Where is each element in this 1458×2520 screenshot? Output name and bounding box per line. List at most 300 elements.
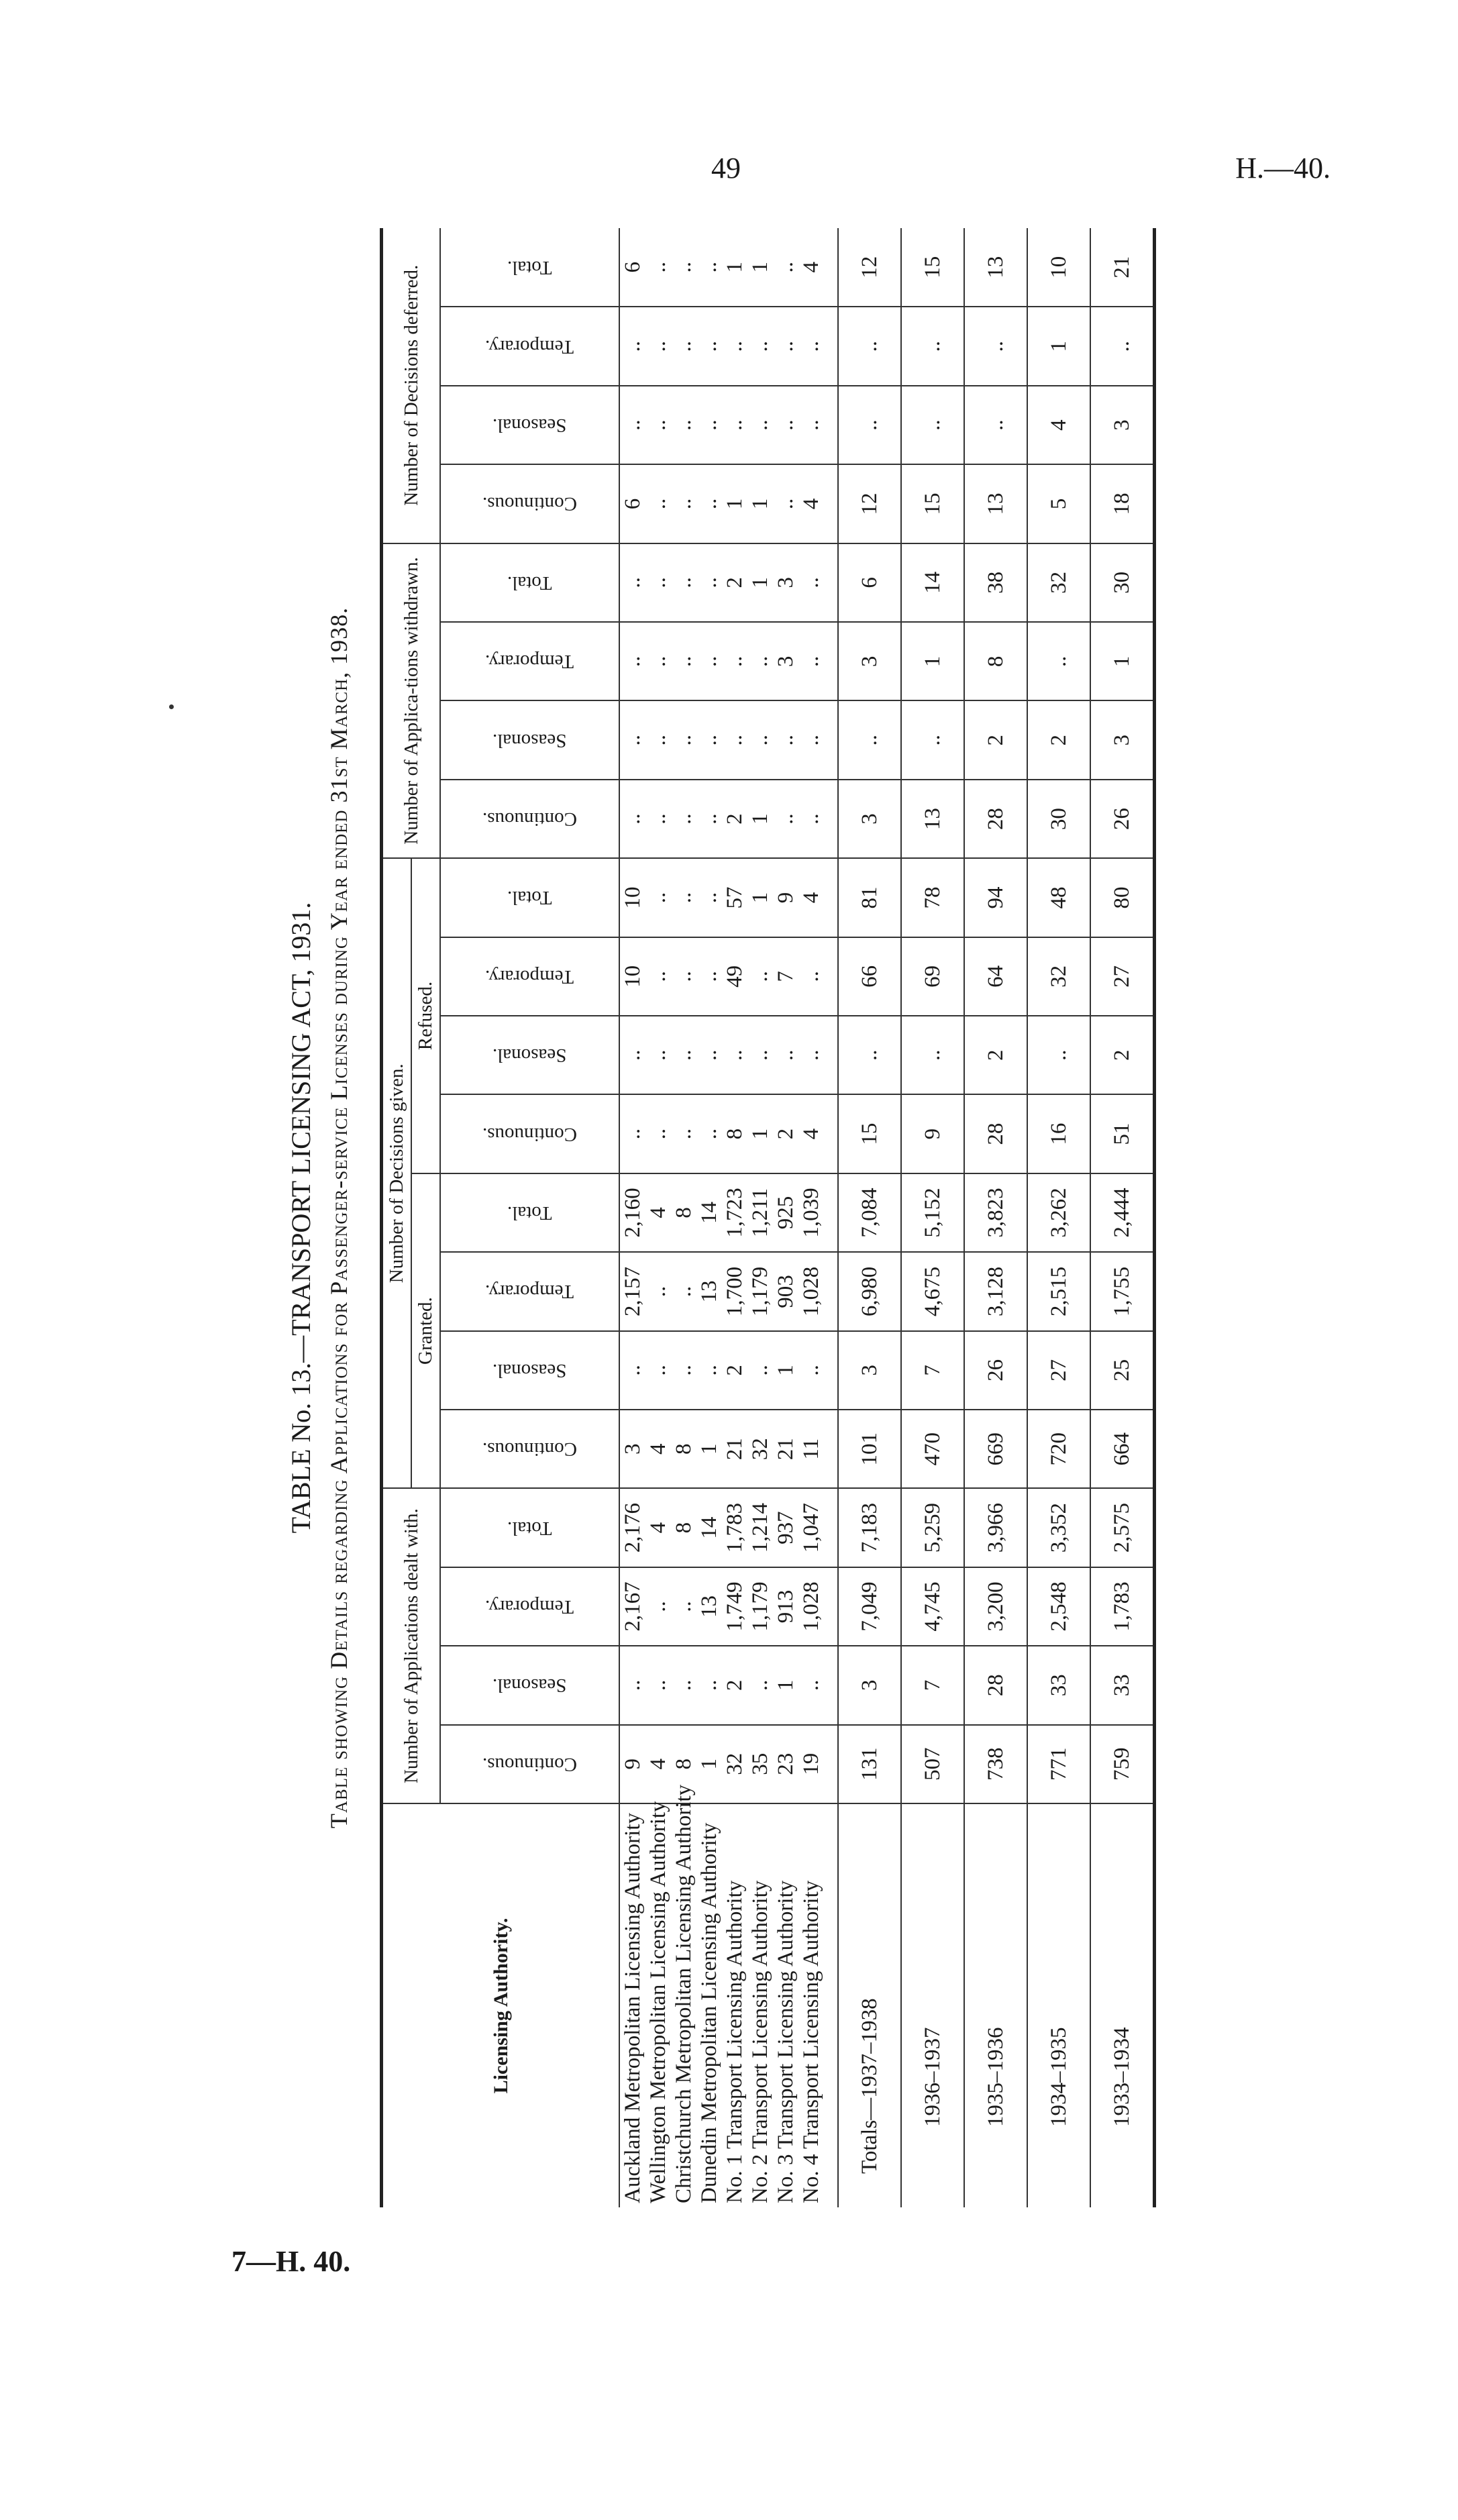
table-cell: 3,128 bbox=[964, 1252, 1027, 1330]
table-cell: .. bbox=[619, 780, 645, 858]
table-cell: .. bbox=[645, 1646, 671, 1724]
table-cell: 8 bbox=[671, 1410, 696, 1488]
subheader-label: Seasonal. bbox=[492, 1045, 567, 1067]
table-cell: 3 bbox=[838, 1646, 901, 1724]
table-cell: 1,047 bbox=[798, 1488, 838, 1567]
table-cell: 3 bbox=[838, 622, 901, 700]
table-cell: 4 bbox=[1027, 386, 1090, 464]
table-cell: .. bbox=[798, 622, 838, 700]
table-cell: .. bbox=[798, 937, 838, 1016]
table-cell: 21 bbox=[773, 1410, 798, 1488]
subheader-label: Total. bbox=[507, 887, 552, 909]
table-cell: 3 bbox=[773, 543, 798, 622]
table-cell: 2,548 bbox=[1027, 1567, 1090, 1646]
table-cell: .. bbox=[696, 1016, 722, 1094]
table-cell: 759 bbox=[1090, 1725, 1155, 1803]
table-cell: 51 bbox=[1090, 1094, 1155, 1173]
table-cell: .. bbox=[696, 228, 722, 307]
table-cell: 4 bbox=[645, 1173, 671, 1252]
subheader-label: Total. bbox=[507, 1517, 552, 1539]
table-cell: 26 bbox=[964, 1331, 1027, 1410]
table-cell: 12 bbox=[838, 464, 901, 543]
table-cell: .. bbox=[645, 937, 671, 1016]
table-cell: 2 bbox=[773, 1094, 798, 1173]
subheader-label: Seasonal. bbox=[492, 1675, 567, 1697]
table-cell: 1 bbox=[747, 780, 773, 858]
table-cell: 78 bbox=[901, 858, 964, 937]
table-cell: .. bbox=[671, 937, 696, 1016]
subheader-continuous bbox=[440, 1410, 619, 1488]
table-cell: 25 bbox=[1090, 1331, 1155, 1410]
table-cell: 1,028 bbox=[798, 1567, 838, 1646]
table-cell: 4 bbox=[645, 1725, 671, 1803]
totals-row bbox=[901, 228, 964, 2207]
table-row bbox=[773, 228, 798, 2207]
table-cell: 1 bbox=[722, 464, 747, 543]
table-cell: 1,755 bbox=[1090, 1252, 1155, 1330]
subheader-continuous bbox=[440, 780, 619, 858]
table-cell: 4 bbox=[798, 228, 838, 307]
row-label: No. 4 Transport Licensing Authority bbox=[798, 1880, 823, 2203]
table-cell: 35 bbox=[747, 1725, 773, 1803]
table-cell: .. bbox=[619, 701, 645, 780]
table-cell: .. bbox=[747, 701, 773, 780]
totals-row bbox=[964, 228, 1027, 2207]
row-label: 1935–1936 bbox=[964, 1803, 1027, 2207]
table-cell: .. bbox=[645, 543, 671, 622]
table-cell: 80 bbox=[1090, 858, 1155, 937]
table-cell: 66 bbox=[838, 937, 901, 1016]
table-cell: .. bbox=[671, 1094, 696, 1173]
table-cell: 32 bbox=[747, 1410, 773, 1488]
table-row bbox=[722, 228, 747, 2207]
table-cell: .. bbox=[838, 386, 901, 464]
table-cell: 2,176 bbox=[619, 1488, 645, 1567]
table-cell: 21 bbox=[1090, 228, 1155, 307]
row-label: No. 3 Transport Licensing Authority bbox=[773, 1880, 798, 2203]
table-cell: .. bbox=[671, 228, 696, 307]
table-cell: 2,444 bbox=[1090, 1173, 1155, 1252]
table-cell: 937 bbox=[773, 1488, 798, 1567]
subheader-continuous bbox=[440, 1094, 619, 1173]
table-cell: 1 bbox=[722, 228, 747, 307]
table-cell: 57 bbox=[722, 858, 747, 937]
table-cell: .. bbox=[696, 858, 722, 937]
table-cell: .. bbox=[722, 386, 747, 464]
applications-header: Number of Applications dealt with. bbox=[382, 1488, 441, 1803]
table-cell: 4,675 bbox=[901, 1252, 964, 1330]
table-cell: 8 bbox=[964, 622, 1027, 700]
table-cell: 13 bbox=[696, 1567, 722, 1646]
table-cell: 32 bbox=[1027, 543, 1090, 622]
subheader-label: Seasonal. bbox=[492, 415, 567, 437]
table-cell: .. bbox=[964, 307, 1027, 386]
table-cell: .. bbox=[722, 307, 747, 386]
licensing-table bbox=[380, 228, 1156, 2207]
deferred-header: Number of Decisions deferred. bbox=[382, 228, 441, 543]
table-cell: .. bbox=[671, 464, 696, 543]
table-cell: .. bbox=[645, 228, 671, 307]
table-cell: .. bbox=[1027, 1016, 1090, 1094]
table-cell: 470 bbox=[901, 1410, 964, 1488]
table-cell: 28 bbox=[964, 1646, 1027, 1724]
table-cell: 5 bbox=[1027, 464, 1090, 543]
table-cell: .. bbox=[696, 780, 722, 858]
table-cell: .. bbox=[645, 858, 671, 937]
table-cell: 101 bbox=[838, 1410, 901, 1488]
table-cell: 1,179 bbox=[747, 1567, 773, 1646]
subheader-temporary bbox=[440, 1567, 619, 1646]
table-cell: .. bbox=[696, 701, 722, 780]
table-cell: 1,783 bbox=[722, 1488, 747, 1567]
subheader-label: Seasonal. bbox=[492, 1359, 567, 1381]
table-cell: 771 bbox=[1027, 1725, 1090, 1803]
table-cell: .. bbox=[645, 464, 671, 543]
withdrawn-header: Number of Applica-tions withdrawn. bbox=[382, 543, 441, 859]
table-cell: 27 bbox=[1090, 937, 1155, 1016]
table-cell: .. bbox=[747, 622, 773, 700]
table-cell: .. bbox=[747, 1646, 773, 1724]
table-cell: 33 bbox=[1027, 1646, 1090, 1724]
table-row bbox=[696, 228, 722, 2207]
table-cell: .. bbox=[773, 464, 798, 543]
table-cell: .. bbox=[722, 701, 747, 780]
document-reference: H.—40. bbox=[1235, 152, 1331, 185]
table-cell: .. bbox=[671, 307, 696, 386]
table-cell: 1,783 bbox=[1090, 1567, 1155, 1646]
subheader-label: Continuous. bbox=[482, 1753, 577, 1775]
table-cell: .. bbox=[1090, 307, 1155, 386]
refused-header: Refused. bbox=[411, 858, 440, 1173]
table-cell: 1 bbox=[696, 1725, 722, 1803]
table-cell: .. bbox=[645, 386, 671, 464]
table-cell: 14 bbox=[696, 1173, 722, 1252]
subheader-label: Total. bbox=[507, 1202, 552, 1224]
table-cell: 1,211 bbox=[747, 1173, 773, 1252]
table-cell: .. bbox=[645, 307, 671, 386]
table-cell: .. bbox=[619, 307, 645, 386]
table-cell: 1 bbox=[747, 858, 773, 937]
subheader-total bbox=[440, 1173, 619, 1252]
table-cell: .. bbox=[671, 386, 696, 464]
subheader-label: Temporary. bbox=[485, 1596, 574, 1618]
table-cell: 1,749 bbox=[722, 1567, 747, 1646]
row-label: Totals—1937–1938 bbox=[838, 1803, 901, 2207]
table-cell: 669 bbox=[964, 1410, 1027, 1488]
table-cell: 2,575 bbox=[1090, 1488, 1155, 1567]
table-cell: 507 bbox=[901, 1725, 964, 1803]
table-cell: 720 bbox=[1027, 1410, 1090, 1488]
table-cell: 3,352 bbox=[1027, 1488, 1090, 1567]
table-cell: 12 bbox=[838, 228, 901, 307]
table-cell: 64 bbox=[964, 937, 1027, 1016]
row-label: 1936–1937 bbox=[901, 1803, 964, 2207]
table-cell: .. bbox=[773, 1016, 798, 1094]
table-cell: 4 bbox=[798, 858, 838, 937]
table-cell: 903 bbox=[773, 1252, 798, 1330]
table-cell: .. bbox=[671, 1016, 696, 1094]
table-cell: 30 bbox=[1027, 780, 1090, 858]
table-cell: .. bbox=[773, 386, 798, 464]
table-cell: 3 bbox=[773, 622, 798, 700]
subheader-seasonal bbox=[440, 386, 619, 464]
table-cell: 4 bbox=[645, 1488, 671, 1567]
table-cell: 49 bbox=[722, 937, 747, 1016]
table-cell: 32 bbox=[1027, 937, 1090, 1016]
table-cell: 10 bbox=[619, 858, 645, 937]
subheader-seasonal bbox=[440, 1016, 619, 1094]
table-cell: 48 bbox=[1027, 858, 1090, 937]
table-subtitle: Table showing Details regarding Applications for Passenger-service Licenses during Year ended 31st March, 1938. bbox=[325, 607, 352, 1829]
table-cell: 7,084 bbox=[838, 1173, 901, 1252]
table-row bbox=[671, 228, 696, 2207]
table-cell: 2 bbox=[1090, 1016, 1155, 1094]
table-cell: .. bbox=[798, 386, 838, 464]
table-cell: .. bbox=[671, 1646, 696, 1724]
table-cell: .. bbox=[671, 1331, 696, 1410]
table-cell: .. bbox=[798, 1331, 838, 1410]
table-cell: .. bbox=[773, 307, 798, 386]
table-cell: .. bbox=[619, 386, 645, 464]
table-cell: 21 bbox=[722, 1410, 747, 1488]
table-cell: .. bbox=[671, 780, 696, 858]
table-cell: 9 bbox=[619, 1725, 645, 1803]
table-cell: 10 bbox=[1027, 228, 1090, 307]
table-cell: 2 bbox=[722, 1331, 747, 1410]
table-cell: 6 bbox=[838, 543, 901, 622]
table-cell: 8 bbox=[671, 1488, 696, 1567]
table-cell: 13 bbox=[964, 464, 1027, 543]
table-cell: 1,700 bbox=[722, 1252, 747, 1330]
table-cell: 3,262 bbox=[1027, 1173, 1090, 1252]
table-cell: .. bbox=[645, 780, 671, 858]
table-cell: 10 bbox=[619, 937, 645, 1016]
subheader-label: Continuous. bbox=[482, 1438, 577, 1461]
row-label: 1934–1935 bbox=[1027, 1803, 1090, 2207]
table-cell: .. bbox=[645, 1567, 671, 1646]
table-cell: 15 bbox=[838, 1094, 901, 1173]
table-cell: 3 bbox=[619, 1410, 645, 1488]
table-cell: .. bbox=[645, 622, 671, 700]
table-cell: .. bbox=[773, 780, 798, 858]
table-cell: .. bbox=[645, 701, 671, 780]
table-cell: .. bbox=[671, 622, 696, 700]
table-cell: 3,823 bbox=[964, 1173, 1027, 1252]
table-cell: .. bbox=[838, 1016, 901, 1094]
table-cell: .. bbox=[645, 1331, 671, 1410]
table-cell: 2 bbox=[1027, 701, 1090, 780]
decisions-header: Number of Decisions given. bbox=[382, 858, 412, 1488]
table-cell: 4 bbox=[798, 1094, 838, 1173]
table-cell: .. bbox=[645, 1252, 671, 1330]
table-cell: 4,745 bbox=[901, 1567, 964, 1646]
table-cell: 3 bbox=[1090, 701, 1155, 780]
table-cell: 33 bbox=[1090, 1646, 1155, 1724]
table-cell: .. bbox=[696, 543, 722, 622]
table-cell: .. bbox=[798, 1016, 838, 1094]
totals-row bbox=[838, 228, 901, 2207]
subheader-total bbox=[440, 858, 619, 937]
table-cell: .. bbox=[901, 701, 964, 780]
table-cell: .. bbox=[747, 1331, 773, 1410]
table-cell: 1 bbox=[773, 1331, 798, 1410]
subheader-seasonal bbox=[440, 1331, 619, 1410]
subheader-total bbox=[440, 1488, 619, 1567]
table-cell: .. bbox=[901, 1016, 964, 1094]
subheader-label: Temporary. bbox=[485, 1281, 574, 1303]
table-cell: 15 bbox=[901, 464, 964, 543]
row-label: Dunedin Metropolitan Licensing Authority bbox=[696, 1822, 721, 2203]
table-cell: 1,214 bbox=[747, 1488, 773, 1567]
table-cell: 6 bbox=[619, 228, 645, 307]
table-cell: 6,980 bbox=[838, 1252, 901, 1330]
totals-row bbox=[1090, 228, 1155, 2207]
page-number: 49 bbox=[711, 152, 741, 185]
table-cell: .. bbox=[838, 307, 901, 386]
table-cell: .. bbox=[645, 1094, 671, 1173]
table-cell: 5,259 bbox=[901, 1488, 964, 1567]
table-cell: 8 bbox=[671, 1173, 696, 1252]
table-cell: 2 bbox=[964, 701, 1027, 780]
table-cell: 2 bbox=[722, 543, 747, 622]
table-cell: .. bbox=[696, 1094, 722, 1173]
table-cell: 26 bbox=[1090, 780, 1155, 858]
row-label: Wellington Metropolitan Licensing Authority bbox=[645, 1801, 670, 2203]
table-cell: 1 bbox=[773, 1646, 798, 1724]
table-cell: .. bbox=[696, 937, 722, 1016]
table-cell: 27 bbox=[1027, 1331, 1090, 1410]
table-cell: .. bbox=[619, 1094, 645, 1173]
table-cell: .. bbox=[964, 386, 1027, 464]
table-cell: 9 bbox=[901, 1094, 964, 1173]
subheader-label: Seasonal. bbox=[492, 729, 567, 751]
table-cell: .. bbox=[747, 937, 773, 1016]
table-cell: 30 bbox=[1090, 543, 1155, 622]
table-title: TABLE No. 13.—TRANSPORT LICENSING ACT, 1931. bbox=[286, 902, 316, 1534]
table-cell: 5,152 bbox=[901, 1173, 964, 1252]
table-cell: .. bbox=[696, 1331, 722, 1410]
table-row bbox=[798, 228, 838, 2207]
subheader-temporary bbox=[440, 622, 619, 700]
table-cell: 1 bbox=[1027, 307, 1090, 386]
table-cell: 1 bbox=[747, 543, 773, 622]
subheader-label: Continuous. bbox=[482, 1123, 577, 1145]
footer-reference: 7—H. 40. bbox=[231, 2245, 351, 2278]
table-cell: 69 bbox=[901, 937, 964, 1016]
table-cell: 4 bbox=[645, 1410, 671, 1488]
table-cell: 4 bbox=[798, 464, 838, 543]
table-cell: 15 bbox=[901, 228, 964, 307]
table-cell: .. bbox=[671, 1252, 696, 1330]
table-cell: .. bbox=[696, 386, 722, 464]
table-cell: 2 bbox=[722, 780, 747, 858]
table-cell: 2 bbox=[722, 1646, 747, 1724]
table-cell: .. bbox=[619, 1331, 645, 1410]
table-cell: 14 bbox=[696, 1488, 722, 1567]
table-cell: 925 bbox=[773, 1173, 798, 1252]
subheader-temporary bbox=[440, 307, 619, 386]
subheader-continuous bbox=[440, 464, 619, 543]
table-cell: .. bbox=[671, 543, 696, 622]
table-cell: 13 bbox=[696, 1252, 722, 1330]
table-cell: 13 bbox=[901, 780, 964, 858]
table-cell: 14 bbox=[901, 543, 964, 622]
row-label: No. 1 Transport Licensing Authority bbox=[722, 1880, 747, 2203]
table-cell: .. bbox=[747, 386, 773, 464]
rotated-table-block bbox=[282, 228, 1248, 2207]
table-cell: 9 bbox=[773, 858, 798, 937]
table-cell: 16 bbox=[1027, 1094, 1090, 1173]
table-cell: .. bbox=[798, 701, 838, 780]
table-cell: .. bbox=[773, 701, 798, 780]
table-cell: 13 bbox=[964, 228, 1027, 307]
table-cell: 94 bbox=[964, 858, 1027, 937]
subheader-label: Temporary. bbox=[485, 965, 574, 988]
table-cell: 1 bbox=[696, 1410, 722, 1488]
table-cell: 1 bbox=[1090, 622, 1155, 700]
table-cell: 738 bbox=[964, 1725, 1027, 1803]
subheader-label: Continuous. bbox=[482, 493, 577, 515]
table-cell: .. bbox=[773, 228, 798, 307]
table-cell: 2,157 bbox=[619, 1252, 645, 1330]
subheader-total bbox=[440, 228, 619, 307]
row-label: Christchurch Metropolitan Licensing Authority bbox=[671, 1784, 696, 2203]
subheader-label: Total. bbox=[507, 256, 552, 278]
table-cell: 18 bbox=[1090, 464, 1155, 543]
table-cell: 1 bbox=[747, 1094, 773, 1173]
granted-header: Granted. bbox=[411, 1173, 440, 1489]
subheader-label: Temporary. bbox=[485, 335, 574, 358]
table-cell: 1,028 bbox=[798, 1252, 838, 1330]
table-cell: 2,167 bbox=[619, 1567, 645, 1646]
table-cell: .. bbox=[645, 1016, 671, 1094]
table-cell: .. bbox=[1027, 622, 1090, 700]
table-cell: .. bbox=[838, 701, 901, 780]
table-row bbox=[619, 228, 645, 2207]
table-cell: 11 bbox=[798, 1410, 838, 1488]
table-cell: 2,515 bbox=[1027, 1252, 1090, 1330]
authority-header: Licensing Authority. bbox=[382, 1803, 620, 2207]
row-label: No. 2 Transport Licensing Authority bbox=[747, 1880, 772, 2203]
table-cell: .. bbox=[619, 1016, 645, 1094]
table-cell: .. bbox=[747, 307, 773, 386]
table-cell: .. bbox=[696, 464, 722, 543]
table-cell: .. bbox=[722, 1016, 747, 1094]
row-label: Auckland Metropolitan Licensing Authority bbox=[620, 1813, 645, 2203]
table-cell: .. bbox=[696, 1646, 722, 1724]
table-cell: .. bbox=[671, 858, 696, 937]
table-cell: .. bbox=[798, 1646, 838, 1724]
table-cell: 1,039 bbox=[798, 1173, 838, 1252]
table-cell: 2,160 bbox=[619, 1173, 645, 1252]
table-cell: .. bbox=[696, 622, 722, 700]
table-cell: .. bbox=[671, 1567, 696, 1646]
table-cell: 8 bbox=[671, 1725, 696, 1803]
table-cell: 664 bbox=[1090, 1410, 1155, 1488]
table-cell: .. bbox=[798, 780, 838, 858]
table-cell: .. bbox=[619, 543, 645, 622]
subheader-label: Continuous. bbox=[482, 808, 577, 831]
row-label: 1933–1934 bbox=[1090, 1803, 1155, 2207]
table-cell: 28 bbox=[964, 780, 1027, 858]
table-cell: 131 bbox=[838, 1725, 901, 1803]
table-cell: .. bbox=[798, 543, 838, 622]
table-cell: 7 bbox=[901, 1646, 964, 1724]
table-cell: .. bbox=[696, 307, 722, 386]
table-cell: .. bbox=[722, 622, 747, 700]
table-cell: 3,200 bbox=[964, 1567, 1027, 1646]
table-cell: 1 bbox=[747, 464, 773, 543]
